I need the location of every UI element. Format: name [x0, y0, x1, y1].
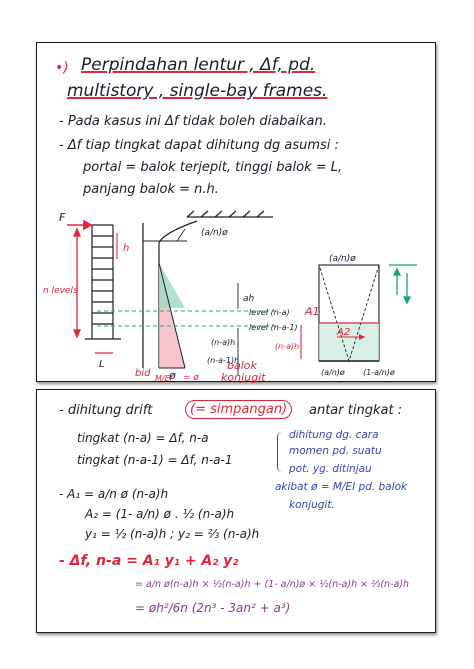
slide-top: [36, 42, 436, 382]
label-bid: bid: [135, 368, 151, 379]
note-4: akibat ø = M/EI pd. balok: [275, 481, 408, 493]
label-phi: ø: [169, 369, 176, 382]
label-ah: ah: [243, 294, 255, 304]
green-dimension: [389, 265, 417, 303]
drift-line-post: antar tingkat :: [309, 403, 403, 418]
label-right-bottom-1: (a/n)ø: [321, 368, 345, 377]
label-A1: A1: [305, 305, 320, 318]
conjugate-area-diagram: [319, 265, 379, 361]
note-3: pot. yg. ditinjau: [289, 463, 372, 475]
label-h: h: [123, 243, 130, 254]
label-konjugit: konjugit: [221, 371, 266, 383]
eq-A2: A₂ = (1- a/n) ø . ½ (n-a)h: [85, 507, 235, 521]
label-right-bottom-2: (1-a/n)ø: [363, 368, 395, 377]
slide-bottom: [36, 389, 436, 633]
label-n-a-h: (n-a)h: [211, 338, 236, 347]
load-arrow: [67, 221, 91, 229]
label-level-n-a: level (n-a): [249, 308, 290, 317]
drift-line-pre: - dihitung drift: [59, 403, 153, 418]
note-2: momen pd. suatu: [289, 445, 382, 457]
multistory-frame: [85, 225, 121, 339]
eq-line-3: = øh²/6n (2n³ - 3an² + a³): [135, 601, 291, 615]
tingkat-1: tingkat (n-a) = Δf, n-a: [77, 431, 209, 445]
label-n-levels: n levels: [43, 286, 78, 296]
eq-A1: - A₁ = a/n ø (n-a)h: [59, 487, 169, 501]
title-line-2: multistory , single-bay frames.: [67, 81, 328, 101]
title-line-1: Perpindahan lentur , Δf, pd.: [81, 55, 316, 75]
drift-line-box: (= simpangan): [185, 400, 292, 419]
label-n-a-h-right: (n-a)h: [275, 342, 300, 351]
label-top-moment: (a/n)ø: [201, 228, 228, 238]
label-F: F: [59, 211, 66, 224]
bullet-2a: - Δf tiap tingkat dapat dihitung dg asumsi :: [59, 138, 339, 153]
note-bracket: [277, 432, 282, 472]
frame-diagram: [37, 203, 435, 383]
moment-diagram: [143, 241, 187, 368]
tingkat-2: tingkat (n-a-1) = Δf, n-a-1: [77, 453, 233, 467]
label-right-top: (a/n)ø: [329, 254, 356, 264]
note-1: dihitung dg. cara: [289, 429, 379, 441]
label-n-a-1-h: (n-a-1)h: [207, 356, 240, 365]
label-eq-phi: = ø: [183, 373, 199, 383]
eq-line-2: = a/n ø(n-a)h × ½(n-a)h + (1- a/n)ø × ½(n-a)h × ⅔(n-a)h: [135, 579, 410, 590]
label-level-n-a-1: level (n-a-1): [249, 323, 298, 332]
eq-delta: - Δf, n-a = A₁ y₁ + A₂ y₂: [59, 553, 239, 569]
label-A2: A2: [337, 327, 351, 338]
label-balok: balok: [227, 359, 257, 372]
bullet-1: - Pada kasus ini Δf tidak boleh diabaikan.: [59, 114, 327, 129]
bullet-2b: portal = balok terjepit, tinggi balok = L,: [83, 160, 343, 175]
title-bullet: •): [55, 60, 69, 76]
note-5: konjugit.: [289, 499, 335, 511]
bullet-2c: panjang balok = n.h.: [83, 182, 219, 197]
label-M-over-EI: M/EI: [155, 374, 173, 383]
eq-y: y₁ = ½ (n-a)h ; y₂ = ⅔ (n-a)h: [85, 527, 260, 541]
label-L: L: [99, 359, 105, 370]
